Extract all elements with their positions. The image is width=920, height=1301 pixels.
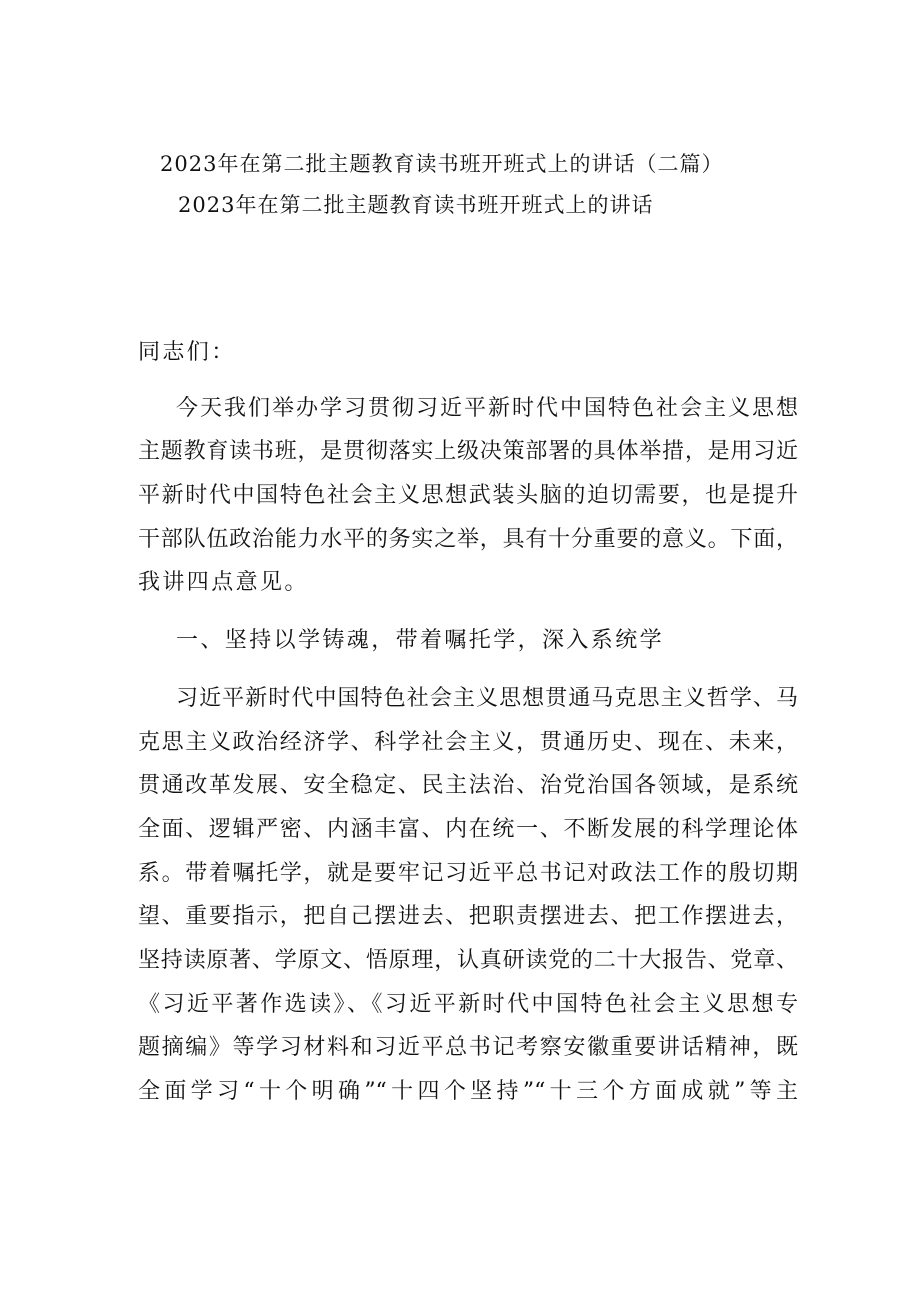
body-line: 望、重要指示，把自己摆进去、把职责摆进去、把工作摆进去， — [138, 904, 798, 929]
body-line: 干部队伍政治能力水平的务实之举，具有十分重要的意义。下面， — [138, 527, 798, 552]
document-subtitle: 2023年在第二批主题教育读书班开班式上的讲话 — [178, 193, 654, 217]
body-line: 系。带着嘱托学，就是要牢记习近平总书记对政法工作的殷切期 — [138, 861, 798, 886]
body-line: 《习近平著作选读》、《习近平新时代中国特色社会主义思想专 — [138, 992, 798, 1017]
body-line: 克思主义政治经济学、科学社会主义，贯通历史、现在、未来， — [138, 730, 798, 755]
body-line: 全面、逻辑严密、内涵丰富、内在统一、不断发展的科学理论体 — [138, 817, 798, 842]
body-line: 题摘编》等学习材料和习近平总书记考察安徽重要讲话精神，既 — [138, 1035, 798, 1060]
body-line: 今天我们举办学习贯彻习近平新时代中国特色社会主义思想 — [176, 396, 798, 421]
body-line: 习近平新时代中国特色社会主义思想贯通马克思主义哲学、马 — [176, 686, 798, 711]
salutation: 同志们： — [138, 340, 236, 365]
body-line: 坚持读原著、学原文、悟原理，认真研读党的二十大报告、党章、 — [138, 948, 798, 973]
body-line: 贯通改革发展、安全稳定、民主法治、治党治国各领域，是系统 — [138, 773, 798, 798]
body-line: 平新时代中国特色社会主义思想武装头脑的迫切需要，也是提升 — [138, 483, 798, 508]
body-line: 主题教育读书班，是贯彻落实上级决策部署的具体举措，是用习近 — [138, 439, 798, 464]
body-line: 我讲四点意见。 — [138, 570, 309, 595]
section-heading: 一、坚持以学铸魂，带着嘱托学，深入系统学 — [176, 628, 665, 653]
document-title: 2023年在第二批主题教育读书班开班式上的讲话（二篇） — [160, 152, 724, 176]
body-line: 全面学习“十个明确”“十四个坚持”“十三个方面成就”等主 — [138, 1079, 798, 1104]
